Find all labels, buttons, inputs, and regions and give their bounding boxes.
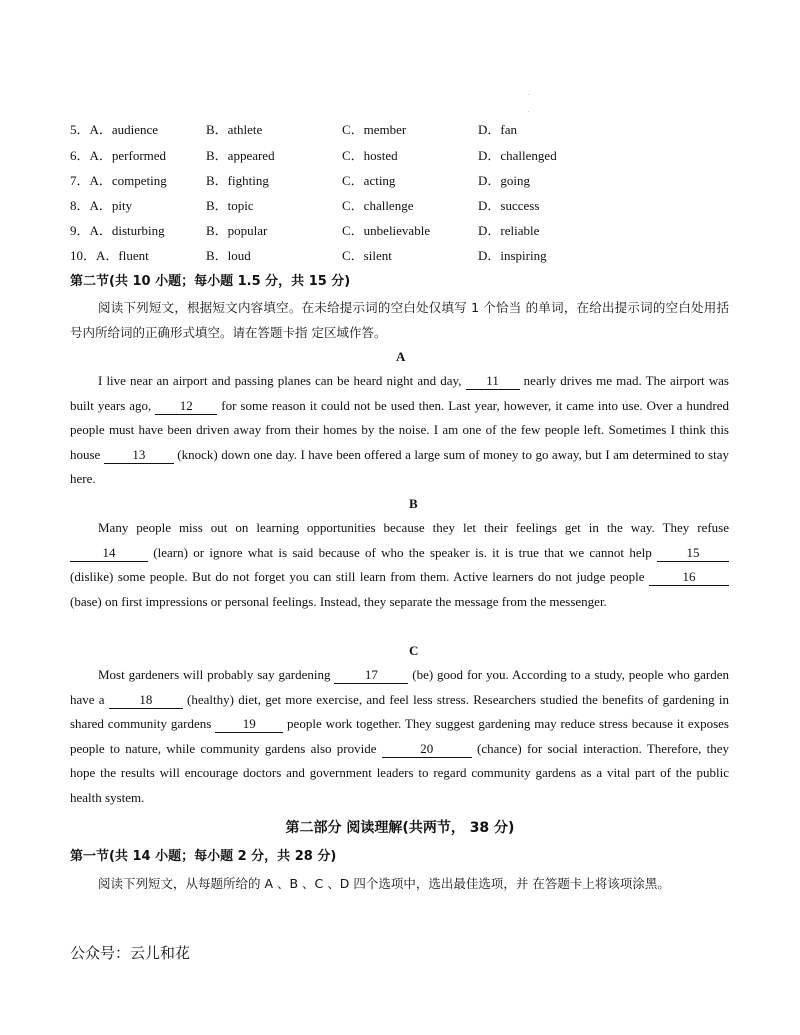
option-row-10	[70, 245, 750, 267]
scan-dot: .	[528, 108, 530, 114]
option-c: C．acting	[342, 173, 396, 188]
option-row-8	[70, 195, 750, 217]
section-heading: 第一节(共 14 小题；每小题 2 分，共 28 分)	[70, 849, 337, 864]
option-c: C．silent	[342, 248, 392, 263]
section-heading: 第二节(共 10 小题；每小题 1.5 分，共 15 分)	[70, 274, 351, 289]
blank-18[interactable]: 18	[109, 692, 183, 709]
option-b: B．topic	[206, 198, 254, 213]
option-b: B．athlete	[206, 122, 263, 137]
option-b: B．fighting	[206, 173, 269, 188]
option-d: D．going	[478, 173, 531, 188]
option-a: 5．A．audience	[70, 122, 159, 137]
option-a: 8．A．pity	[70, 198, 133, 213]
option-b: B．loud	[206, 248, 251, 263]
passage-b-title: B	[409, 496, 418, 511]
passage-text: for some reason it could not be used then. Last year, however, it came into use. Over a hundred people must have been driven away from their homes by the noise. I am one of the few people left. Sometimes I think this house	[70, 397, 729, 462]
blank-14[interactable]: 14	[70, 545, 148, 562]
blank-12[interactable]: 12	[155, 398, 217, 415]
section-instructions: 阅读下列短文，从每题所给的 A 、B 、C 、D 四个选项中，选出最佳选项，并 在答题卡上将该项涂黑。	[98, 876, 670, 891]
passage-text: I live near an airport and passing planes can be heard night and day,	[98, 373, 466, 388]
passage-text: (dislike) some people. But do not forget you can still learn from them. Active learners do not judge people	[70, 569, 649, 584]
option-d: D．inspiring	[478, 248, 547, 263]
blank-20[interactable]: 20	[382, 741, 472, 758]
part-two-title: 第二部分 阅读理解(共两节， 38 分)	[285, 820, 515, 836]
option-b: B．appeared	[206, 148, 275, 163]
option-d: D．challenged	[478, 148, 557, 163]
option-row-9	[70, 220, 750, 242]
option-c: C．hosted	[342, 148, 398, 163]
passage-text: (base) on first impressions or personal feelings. Instead, they separate the message from the messenger.	[70, 593, 607, 609]
passage-text: (learn) or ignore what is said because of who the speaker is. it is true that we cannot help	[148, 544, 657, 560]
option-row-6	[70, 145, 750, 167]
passage-text: (healthy) diet, get more exercise, and feel less stress. Researchers studied the benefits of gardening in shared community gardens	[70, 691, 729, 731]
section-instructions: 阅读下列短文，根据短文内容填空。在未给提示词的空白处仅填写 1 个恰当 的单词，在给出提示词的空白处用括号内所给词的正确形式填空。请在答题卡指 定区域作答。	[70, 300, 729, 340]
passage-text: people work together. They suggest gardening may reduce stress because it exposes people to nature, while community gardens also provide	[70, 716, 729, 756]
passage-c-title: C	[409, 643, 419, 658]
option-a: 7．A．competing	[70, 173, 167, 188]
option-a: 9．A．disturbing	[70, 223, 165, 238]
blank-15[interactable]: 15	[657, 545, 729, 562]
option-d: D．fan	[478, 122, 517, 137]
blank-16[interactable]: 16	[649, 569, 729, 586]
option-c: C．challenge	[342, 198, 414, 213]
blank-13[interactable]: 13	[104, 447, 174, 464]
option-d: D．reliable	[478, 223, 540, 238]
option-d: D．success	[478, 198, 540, 213]
passage-a	[70, 369, 729, 492]
passage-text: (chance) for social interaction. Therefore, they hope the results will encourage doctors and government leaders to regard community gardens as a vital part of the public health system.	[70, 740, 729, 805]
option-c: C．member	[342, 122, 407, 137]
passage-a-title: A	[396, 349, 406, 364]
passage-text: nearly drives me mad. The airport was built years ago,	[70, 373, 729, 413]
scan-dot: .	[528, 91, 530, 97]
footer-watermark: 公众号：云儿和花	[70, 944, 191, 962]
option-row-7	[70, 170, 750, 192]
option-row-5	[70, 119, 750, 141]
blank-19[interactable]: 19	[215, 716, 283, 733]
passage-text: Many people miss out on learning opportunities because they let their feelings get in the way. They refuse	[98, 520, 729, 535]
option-a: 6．A．performed	[70, 148, 167, 163]
passage-text: Most gardeners will probably say gardening	[98, 667, 335, 682]
passage-c	[70, 663, 729, 810]
option-b: B．popular	[206, 223, 268, 238]
option-c: C．unbelievable	[342, 223, 431, 238]
passage-text: (be) good for you. According to a study, people who garden have a	[70, 667, 729, 707]
blank-17[interactable]: 17	[334, 667, 408, 684]
passage-b	[70, 516, 729, 614]
option-a: 10．A．fluent	[70, 248, 149, 263]
blank-11[interactable]: 11	[466, 373, 520, 390]
passage-text: (knock) down one day. I have been offered a large sum of money to go away, but I am determined to stay here.	[70, 446, 729, 486]
